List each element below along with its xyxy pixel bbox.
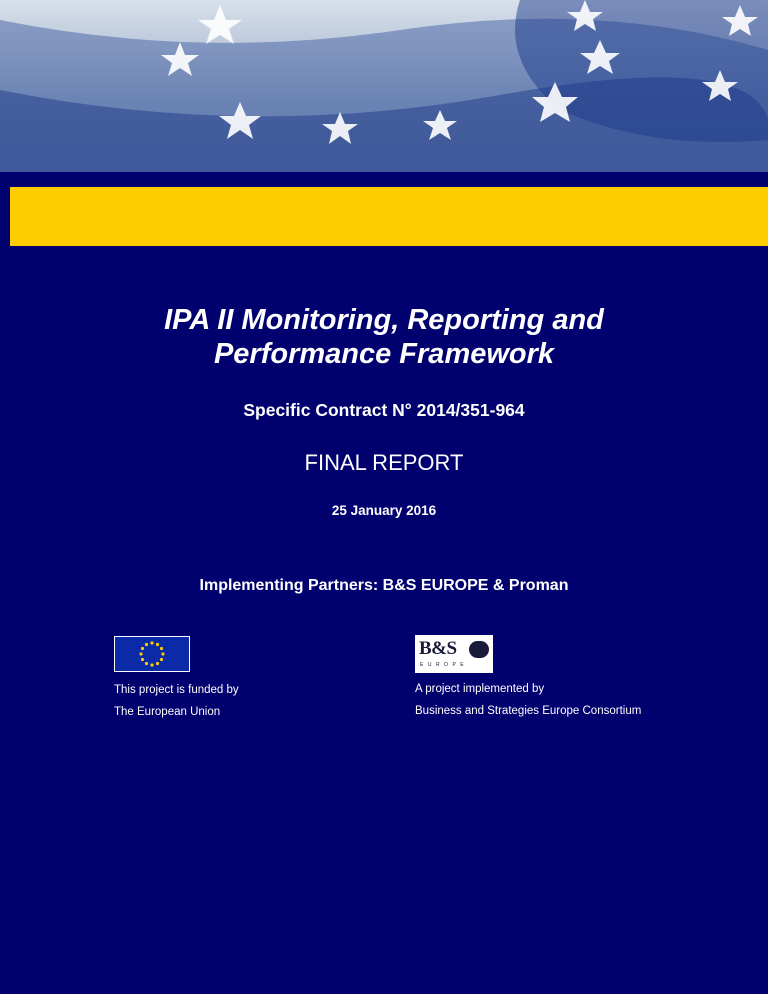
report-type: FINAL REPORT [304, 450, 464, 475]
title-line-2: Performance Framework [213, 338, 555, 370]
contract-number: Specific Contract N° 2014/351-964 [243, 400, 525, 420]
implementing-partners: Implementing Partners: B&S EUROPE & Proman [199, 577, 569, 594]
bs-logo-subtext: EUROPE [420, 662, 469, 668]
eu-flag-banner [0, 0, 768, 172]
bs-europe-logo [415, 635, 493, 673]
report-title [0, 303, 768, 371]
report-date: 25 January 2016 [331, 503, 437, 518]
implementer-line-1: A project implemented by [415, 683, 545, 695]
eu-stars-icon [115, 637, 189, 671]
title-line-1: IPA II Monitoring, Reporting and [164, 304, 604, 336]
accent-bar [10, 187, 768, 246]
funding-line-1: This project is funded by [114, 684, 239, 696]
implementer-line-2: Business and Strategies Europe Consortium [415, 705, 642, 717]
flag-stars-illustration [0, 0, 768, 172]
bs-logo-text: B&S [419, 638, 457, 659]
bs-logo-mark-icon [469, 641, 489, 658]
eu-flag-logo [114, 636, 190, 672]
funding-line-2: The European Union [114, 706, 221, 718]
